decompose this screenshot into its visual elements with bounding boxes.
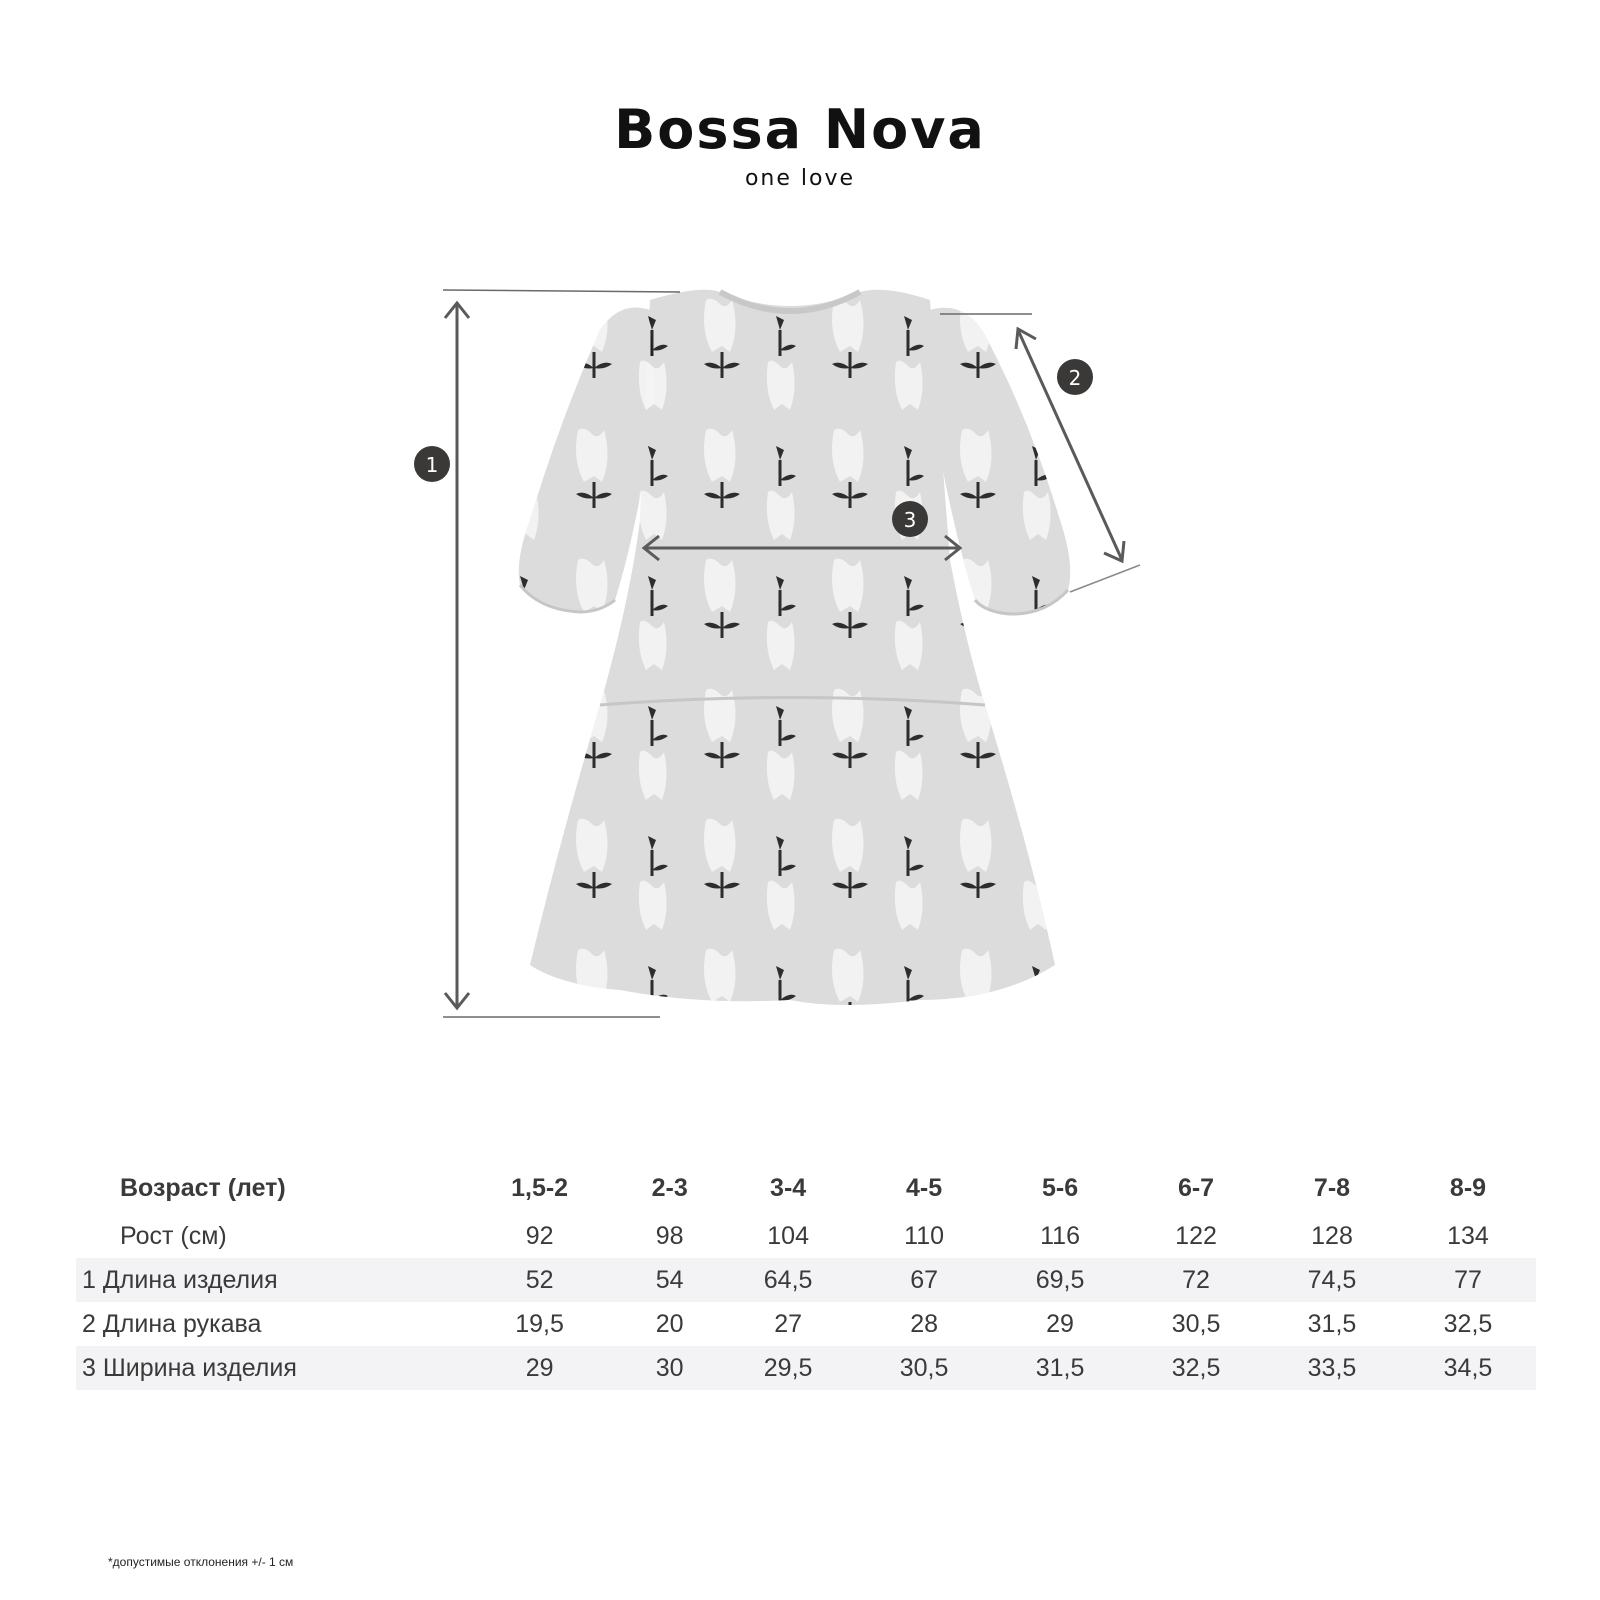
brand-name: Bossa Nova bbox=[614, 98, 986, 161]
header-cell: 8-9 bbox=[1449, 1173, 1487, 1202]
table-cell: 30 bbox=[619, 1346, 720, 1390]
table-cell: 92 bbox=[525, 1221, 554, 1250]
marker-3-label: 3 bbox=[903, 508, 917, 532]
table-cell: 52 bbox=[460, 1258, 619, 1302]
header-cell: 6-7 bbox=[1177, 1173, 1215, 1202]
header-cell: 1,5-2 bbox=[511, 1173, 569, 1202]
header-cell: 4-5 bbox=[906, 1173, 943, 1202]
header-cell: 5-6 bbox=[1041, 1173, 1079, 1202]
table-row-width bbox=[76, 1346, 1536, 1390]
table-cell: 28 bbox=[910, 1309, 938, 1338]
marker-2-label: 2 bbox=[1068, 366, 1082, 390]
table-cell: 72 bbox=[1128, 1258, 1264, 1302]
table-cell: 29 bbox=[1046, 1309, 1074, 1338]
table-cell: 27 bbox=[774, 1309, 803, 1338]
row-label: 3 Ширина изделия bbox=[76, 1346, 460, 1390]
dress bbox=[519, 290, 1070, 1005]
row-label: Рост (см) bbox=[120, 1221, 227, 1250]
table-cell: 30,5 bbox=[1171, 1309, 1221, 1338]
footnote: *допустимые отклонения +/- 1 см bbox=[108, 1555, 294, 1569]
row-label: 2 Длина рукава bbox=[82, 1309, 262, 1338]
table-cell: 104 bbox=[767, 1221, 809, 1250]
header-label: Возраст (лет) bbox=[120, 1173, 286, 1202]
table-cell: 67 bbox=[856, 1258, 992, 1302]
table-cell: 20 bbox=[655, 1309, 684, 1338]
table-cell: 31,5 bbox=[992, 1346, 1128, 1390]
header-cell: 7-8 bbox=[1313, 1173, 1351, 1202]
table-cell: 34,5 bbox=[1400, 1346, 1536, 1390]
size-chart-table bbox=[76, 1162, 1536, 1390]
table-cell: 74,5 bbox=[1264, 1258, 1400, 1302]
table-cell: 29 bbox=[460, 1346, 619, 1390]
table-cell: 32,5 bbox=[1443, 1309, 1493, 1338]
brand-tagline: one love bbox=[744, 166, 856, 191]
table-cell: 30,5 bbox=[856, 1346, 992, 1390]
top-guide-line bbox=[443, 290, 680, 292]
table-cell: 98 bbox=[655, 1221, 684, 1250]
table-cell: 54 bbox=[619, 1258, 720, 1302]
table-row-height bbox=[76, 1214, 1536, 1258]
table-cell: 116 bbox=[1040, 1221, 1080, 1250]
table-cell: 122 bbox=[1175, 1221, 1217, 1250]
header-cell: 2-3 bbox=[651, 1173, 688, 1202]
table-cell: 29,5 bbox=[720, 1346, 856, 1390]
table-cell: 128 bbox=[1311, 1221, 1353, 1250]
table-header-row bbox=[76, 1162, 1536, 1214]
table-cell: 69,5 bbox=[992, 1258, 1128, 1302]
table-cell: 31,5 bbox=[1307, 1309, 1357, 1338]
table-row-sleeve bbox=[76, 1302, 1536, 1346]
row-label: 1 Длина изделия bbox=[76, 1258, 460, 1302]
header-cell: 3-4 bbox=[770, 1173, 807, 1202]
table-row-length bbox=[76, 1258, 1536, 1302]
table-cell: 110 bbox=[904, 1221, 945, 1250]
table-cell: 33,5 bbox=[1264, 1346, 1400, 1390]
table-cell: 64,5 bbox=[720, 1258, 856, 1302]
table-cell: 134 bbox=[1447, 1221, 1489, 1250]
table-cell: 32,5 bbox=[1128, 1346, 1264, 1390]
marker-1-label: 1 bbox=[425, 453, 439, 477]
table-cell: 19,5 bbox=[515, 1309, 564, 1338]
table-cell: 77 bbox=[1400, 1258, 1536, 1302]
cuff-guide-line bbox=[1070, 565, 1140, 592]
